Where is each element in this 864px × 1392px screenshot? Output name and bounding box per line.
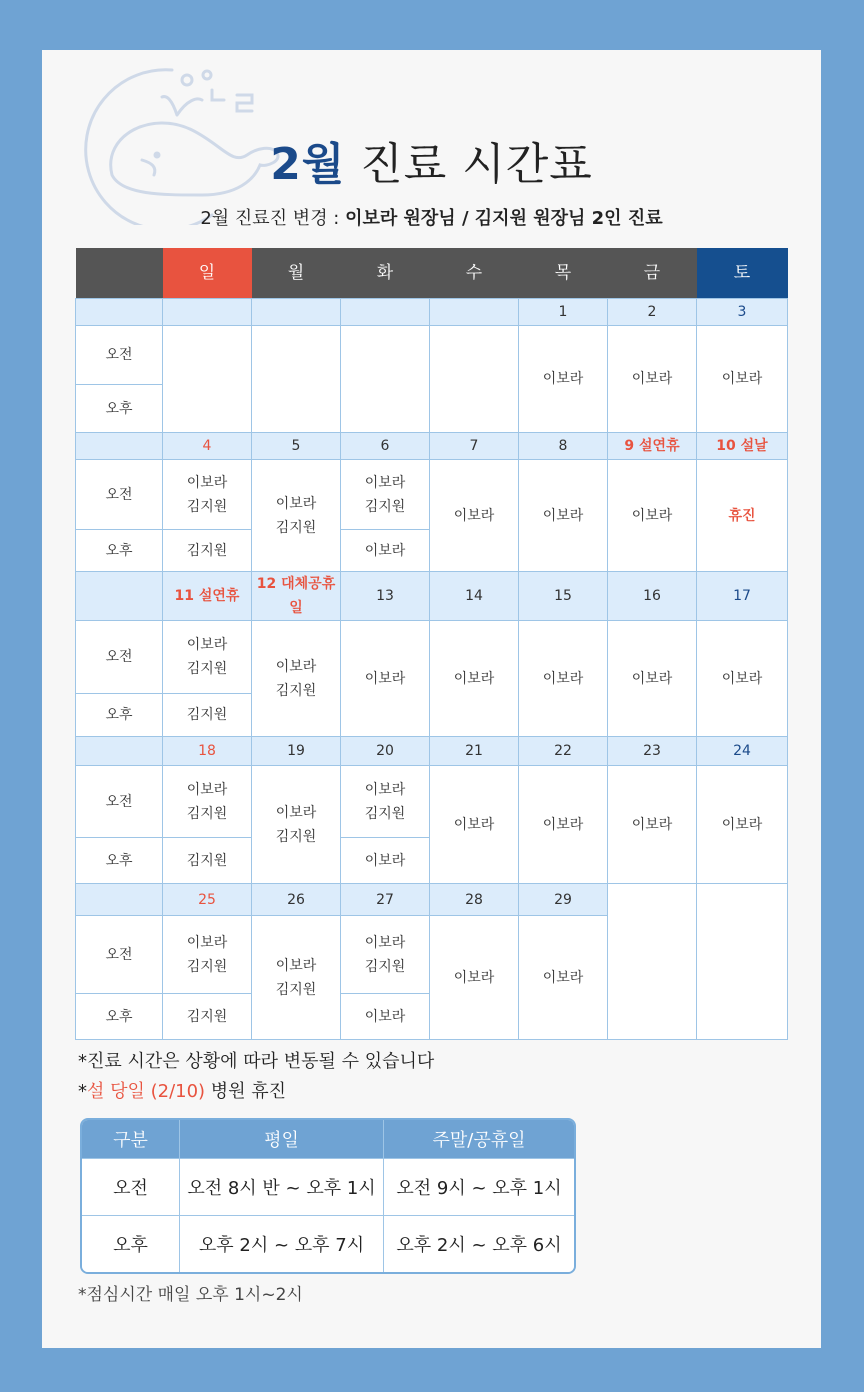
date-cell: 6 — [341, 433, 430, 460]
date-cell: 3 — [697, 299, 788, 326]
date-row — [76, 737, 788, 766]
schedule-cell: 이보라 — [519, 916, 608, 1040]
schedule-cell: 이보라 — [697, 326, 788, 433]
schedule-card — [42, 50, 821, 1348]
hours-header: 평일 — [180, 1120, 384, 1159]
date-cell: 25 — [163, 884, 252, 916]
schedule-cell: 이보라 — [608, 326, 697, 433]
am-label: 오전 — [76, 326, 163, 385]
schedule-cell: 이보라 김지원 — [163, 766, 252, 838]
date-cell: 4 — [163, 433, 252, 460]
pm-label: 오후 — [76, 385, 163, 433]
date-cell: 19 — [252, 737, 341, 766]
schedule-cell: 이보라 — [430, 916, 519, 1040]
date-cell: 18 — [163, 737, 252, 766]
pm-label: 오후 — [76, 994, 163, 1040]
am-label: 오전 — [76, 916, 163, 994]
date-cell: 14 — [430, 572, 519, 621]
hours-label: 오후 — [82, 1216, 180, 1272]
pm-label: 오후 — [76, 530, 163, 572]
schedule-cell: 이보라 — [519, 326, 608, 433]
title-month: 2월 — [270, 139, 346, 190]
schedule-cell: 이보라 — [608, 766, 697, 884]
date-row — [76, 884, 788, 916]
date-cell: 10 설날 — [697, 433, 788, 460]
schedule-cell: 이보라 — [341, 530, 430, 572]
page-title — [42, 128, 821, 192]
schedule-cell: 김지원 — [163, 838, 252, 884]
schedule-cell: 이보라 — [430, 460, 519, 572]
schedule-cell: 이보라 김지원 — [341, 460, 430, 530]
schedule-cell: 이보라 김지원 — [163, 916, 252, 994]
weekday-header — [76, 248, 788, 299]
schedule-cell: 이보라 — [608, 621, 697, 737]
date-row — [76, 433, 788, 460]
schedule-cell: 김지원 — [163, 530, 252, 572]
closed-cell: 휴진 — [697, 460, 788, 572]
schedule-cell: 이보라 — [430, 621, 519, 737]
hours-value: 오전 8시 반 ~ 오후 1시 — [180, 1159, 384, 1216]
date-cell: 17 — [697, 572, 788, 621]
date-cell: 8 — [519, 433, 608, 460]
day-fri: 금 — [608, 248, 697, 299]
schedule-cell: 김지원 — [163, 994, 252, 1040]
hours-header: 구분 — [82, 1120, 180, 1159]
date-cell: 26 — [252, 884, 341, 916]
date-cell: 23 — [608, 737, 697, 766]
date-row — [76, 299, 788, 326]
note-line-2: *설 당일 (2/10) 병원 휴진 — [78, 1081, 287, 1102]
schedule-cell: 이보라 김지원 — [252, 621, 341, 737]
date-cell: 20 — [341, 737, 430, 766]
schedule-cell: 이보라 — [519, 766, 608, 884]
schedule-cell: 김지원 — [163, 694, 252, 737]
schedule-cell: 이보라 김지원 — [252, 916, 341, 1040]
schedule-cell: 이보라 김지원 — [252, 766, 341, 884]
am-label: 오전 — [76, 621, 163, 694]
note-line-1: *진료 시간은 상황에 따라 변동될 수 있습니다 — [78, 1051, 435, 1072]
date-cell: 15 — [519, 572, 608, 621]
date-cell: 28 — [430, 884, 519, 916]
schedule-cell: 이보라 김지원 — [163, 621, 252, 694]
schedule-cell: 이보라 — [430, 766, 519, 884]
date-cell: 2 — [608, 299, 697, 326]
date-cell: 21 — [430, 737, 519, 766]
date-cell: 7 — [430, 433, 519, 460]
date-row — [76, 572, 788, 621]
date-cell: 16 — [608, 572, 697, 621]
subtitle: 2월 진료진 변경 : 이보라 원장님 / 김지원 원장님 2인 진료 — [200, 208, 663, 229]
date-cell: 5 — [252, 433, 341, 460]
date-cell: 11 설연휴 — [163, 572, 252, 621]
schedule-cell: 이보라 — [697, 766, 788, 884]
day-thu: 목 — [519, 248, 608, 299]
hours-table — [80, 1118, 576, 1274]
day-tue: 화 — [341, 248, 430, 299]
date-cell: 1 — [519, 299, 608, 326]
schedule-cell: 이보라 — [341, 838, 430, 884]
day-sat: 토 — [697, 248, 788, 299]
date-cell: 12 대체공휴일 — [252, 572, 341, 621]
hours-value: 오후 2시 ~ 오후 7시 — [180, 1216, 384, 1272]
hours-header: 주말/공휴일 — [384, 1120, 574, 1159]
day-wed: 수 — [430, 248, 519, 299]
schedule-cell: 이보라 — [341, 621, 430, 737]
schedule-cell: 이보라 김지원 — [341, 766, 430, 838]
hours-value: 오전 9시 ~ 오후 1시 — [384, 1159, 574, 1216]
date-cell: 27 — [341, 884, 430, 916]
schedule-cell: 이보라 — [697, 621, 788, 737]
title-rest: 진료 시간표 — [345, 139, 593, 190]
pm-label: 오후 — [76, 838, 163, 884]
schedule-cell: 이보라 — [341, 994, 430, 1040]
am-label: 오전 — [76, 766, 163, 838]
hours-value: 오후 2시 ~ 오후 6시 — [384, 1216, 574, 1272]
day-mon: 월 — [252, 248, 341, 299]
pm-label: 오후 — [76, 694, 163, 737]
notes — [78, 1047, 434, 1107]
schedule-cell: 이보라 김지원 — [252, 460, 341, 572]
schedule-cell: 이보라 — [519, 460, 608, 572]
schedule-cell: 이보라 김지원 — [163, 460, 252, 530]
lunch-note: *점심시간 매일 오후 1시~2시 — [78, 1285, 303, 1305]
date-cell: 29 — [519, 884, 608, 916]
subtitle-doctors: 이보라 원장님 / 김지원 원장님 2인 진료 — [345, 208, 663, 229]
date-cell: 24 — [697, 737, 788, 766]
schedule-cell: 이보라 김지원 — [341, 916, 430, 994]
am-label: 오전 — [76, 460, 163, 530]
schedule-cell: 이보라 — [608, 460, 697, 572]
date-cell: 13 — [341, 572, 430, 621]
date-cell: 9 설연휴 — [608, 433, 697, 460]
hours-label: 오전 — [82, 1159, 180, 1216]
day-sun: 일 — [163, 248, 252, 299]
schedule-cell: 이보라 — [519, 621, 608, 737]
date-cell: 22 — [519, 737, 608, 766]
calendar-table — [75, 248, 788, 1040]
